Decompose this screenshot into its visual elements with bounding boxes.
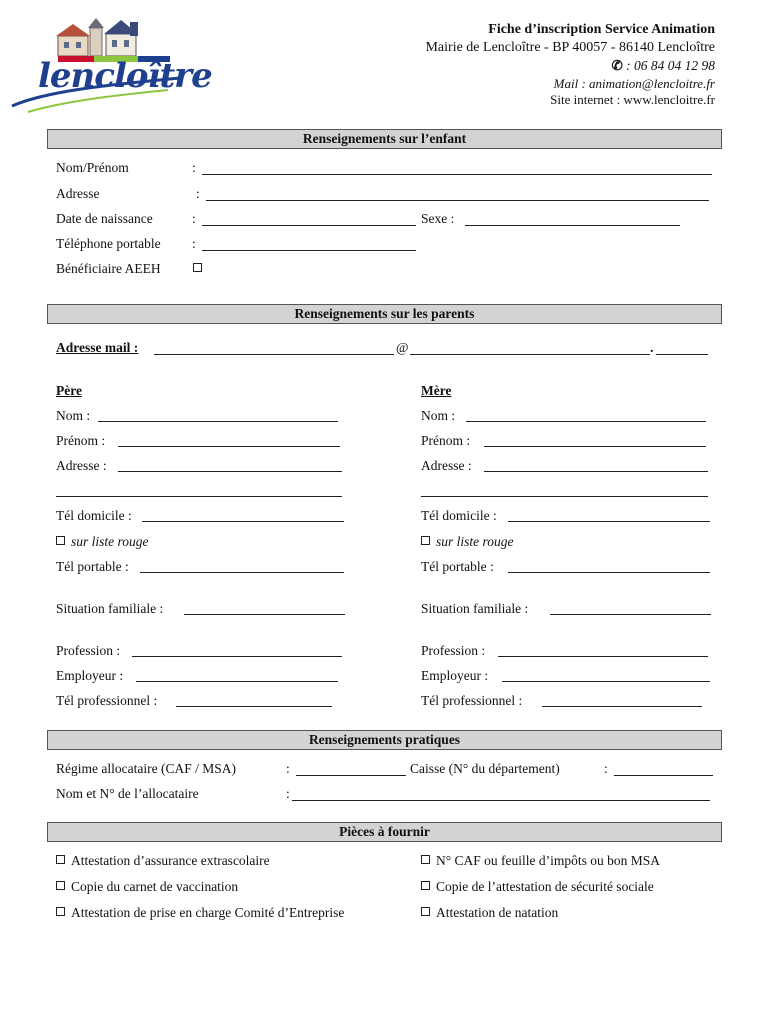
child-sex-field[interactable]: [465, 225, 680, 226]
document-label: Attestation de natation: [436, 905, 559, 920]
father-heading: Père: [56, 383, 82, 398]
document-checkbox[interactable]: [56, 881, 65, 890]
mother-tel-domicile-label: Tél domicile :: [421, 508, 497, 523]
father-prenom-field[interactable]: [118, 446, 340, 447]
phone-line: [611, 58, 715, 74]
mother-profession-label: Profession :: [421, 643, 486, 658]
document-checkbox[interactable]: [421, 855, 430, 864]
father-situation-label: Situation familiale :: [56, 601, 164, 616]
mother-employeur-label: Employeur :: [421, 668, 489, 683]
town-hall-address: Mairie de Lencloître - BP 40057 - 86140 Lencloître: [425, 40, 715, 55]
mother-tel-portable-label: Tél portable :: [421, 559, 494, 574]
father-employeur-field[interactable]: [136, 681, 338, 682]
child-phone-field[interactable]: [202, 250, 416, 251]
mother-tel-pro-field[interactable]: [542, 706, 702, 707]
mother-nom-label: Nom :: [421, 408, 456, 423]
father-adresse-field-2[interactable]: [56, 496, 342, 497]
father-situation-field[interactable]: [184, 614, 345, 615]
mother-situation-label: Situation familiale :: [421, 601, 529, 616]
form-title: Fiche d’inscription Service Animation: [488, 22, 715, 37]
child-sex-label: Sexe :: [421, 211, 455, 226]
mother-profession-field[interactable]: [498, 656, 708, 657]
child-phone-label: Téléphone portable: [56, 236, 161, 251]
document-checkbox[interactable]: [421, 881, 430, 890]
document-checkbox[interactable]: [56, 855, 65, 864]
email-domain-field[interactable]: [410, 354, 650, 355]
mother-heading: Mère: [421, 383, 452, 398]
document-label: Copie du carnet de vaccination: [71, 879, 239, 894]
child-birthdate-field[interactable]: [202, 225, 416, 226]
colon: :: [286, 786, 290, 801]
aeeh-checkbox[interactable]: [193, 263, 202, 272]
father-tel-pro-field[interactable]: [176, 706, 332, 707]
email-user-field[interactable]: [154, 354, 394, 355]
father-tel-domicile-field[interactable]: [142, 521, 344, 522]
mother-liste-rouge[interactable]: [421, 534, 514, 550]
logo-text: lencloître: [38, 56, 212, 96]
section-practical-header: Renseignements pratiques: [47, 730, 722, 750]
colon: :: [192, 236, 196, 251]
mother-prenom-label: Prénom :: [421, 433, 471, 448]
father-liste-rouge-checkbox[interactable]: [56, 536, 65, 545]
colon: :: [604, 761, 608, 776]
father-tel-pro-label: Tél professionnel :: [56, 693, 158, 708]
father-liste-rouge-label: sur liste rouge: [71, 534, 149, 549]
section-parents-header: Renseignements sur les parents: [47, 304, 722, 324]
document-item[interactable]: [56, 853, 270, 869]
father-nom-field[interactable]: [98, 421, 338, 422]
mother-liste-rouge-checkbox[interactable]: [421, 536, 430, 545]
mother-prenom-field[interactable]: [484, 446, 706, 447]
mother-liste-rouge-label: sur liste rouge: [436, 534, 514, 549]
father-tel-portable-label: Tél portable :: [56, 559, 129, 574]
father-profession-field[interactable]: [132, 656, 342, 657]
regime-label: Régime allocataire (CAF / MSA): [56, 761, 236, 776]
phone-number: : 06 84 04 12 98: [626, 58, 715, 73]
father-liste-rouge[interactable]: [56, 534, 149, 550]
colon: :: [196, 186, 200, 201]
mother-adresse-label: Adresse :: [421, 458, 472, 473]
mail-line: Mail : animation@lencloitre.fr: [553, 76, 715, 91]
regime-field[interactable]: [296, 775, 406, 776]
document-label: Attestation de prise en charge Comité d’Entreprise: [71, 905, 345, 920]
mother-tel-portable-field[interactable]: [508, 572, 710, 573]
website-line: Site internet : www.lencloitre.fr: [550, 92, 715, 107]
father-adresse-label: Adresse :: [56, 458, 107, 473]
section-documents-header: Pièces à fournir: [47, 822, 722, 842]
colon: :: [286, 761, 290, 776]
child-address-field[interactable]: [206, 200, 709, 201]
father-tel-portable-field[interactable]: [140, 572, 344, 573]
father-employeur-label: Employeur :: [56, 668, 124, 683]
child-birthdate-label: Date de naissance: [56, 211, 153, 226]
document-item[interactable]: [421, 853, 660, 869]
father-nom-label: Nom :: [56, 408, 91, 423]
caisse-label: Caisse (N° du département): [410, 761, 560, 776]
mother-tel-pro-label: Tél professionnel :: [421, 693, 523, 708]
section-child-header: Renseignements sur l’enfant: [47, 129, 722, 149]
email-dot: .: [650, 340, 654, 355]
father-tel-domicile-label: Tél domicile :: [56, 508, 132, 523]
document-label: Attestation d’assurance extrascolaire: [71, 853, 270, 868]
document-item[interactable]: [56, 879, 238, 895]
email-label: Adresse mail :: [56, 340, 139, 355]
father-profession-label: Profession :: [56, 643, 121, 658]
child-name-label: Nom/Prénom: [56, 160, 129, 175]
phone-icon: ✆: [611, 58, 623, 73]
town-logo: [8, 8, 212, 118]
document-item[interactable]: [421, 905, 558, 921]
mother-adresse-field-2[interactable]: [421, 496, 708, 497]
email-tld-field[interactable]: [656, 354, 708, 355]
allocataire-label: Nom et N° de l’allocataire: [56, 786, 199, 801]
allocataire-field[interactable]: [292, 800, 710, 801]
document-item[interactable]: [421, 879, 654, 895]
document-checkbox[interactable]: [56, 907, 65, 916]
document-label: Copie de l’attestation de sécurité sociale: [436, 879, 654, 894]
child-address-label: Adresse: [56, 186, 100, 201]
mother-tel-domicile-field[interactable]: [508, 521, 710, 522]
colon: :: [192, 160, 196, 175]
document-item[interactable]: [56, 905, 344, 921]
mother-adresse-field[interactable]: [484, 471, 708, 472]
mother-nom-field[interactable]: [466, 421, 706, 422]
document-checkbox[interactable]: [421, 907, 430, 916]
colon: :: [192, 211, 196, 226]
father-adresse-field[interactable]: [118, 471, 342, 472]
caisse-field[interactable]: [614, 775, 713, 776]
child-name-field[interactable]: [202, 174, 712, 175]
mother-situation-field[interactable]: [550, 614, 711, 615]
document-label: N° CAF ou feuille d’impôts ou bon MSA: [436, 853, 661, 868]
father-prenom-label: Prénom :: [56, 433, 106, 448]
mother-employeur-field[interactable]: [502, 681, 710, 682]
child-aeeh-label: Bénéficiaire AEEH: [56, 261, 161, 276]
email-at-sign: @: [396, 340, 409, 355]
